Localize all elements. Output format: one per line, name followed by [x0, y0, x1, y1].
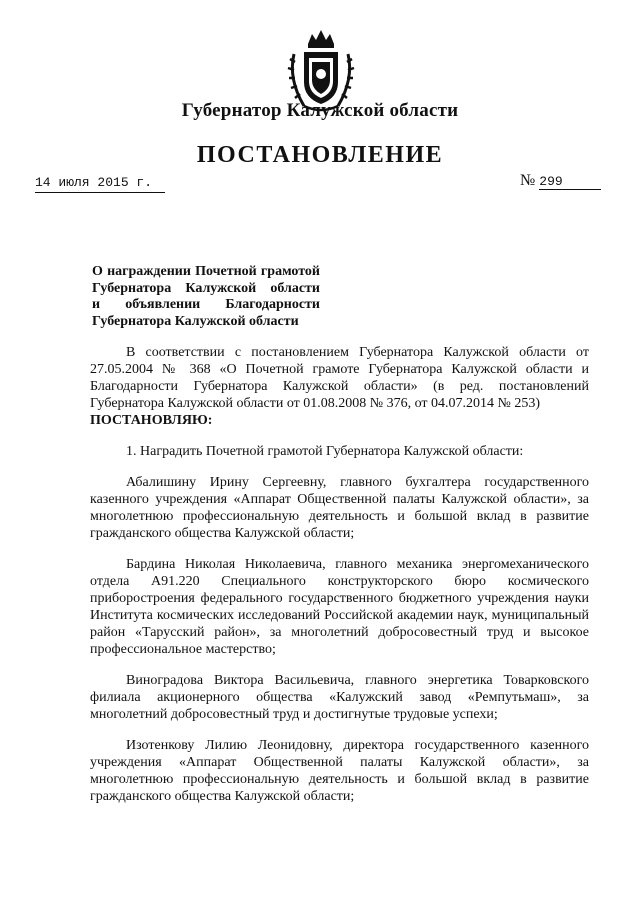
item-1-heading: 1. Наградить Почетной грамотой Губернатора Калужской области: — [126, 444, 524, 459]
document-type-title: ПОСТАНОВЛЕНИЕ — [196, 142, 444, 168]
document-date: 14 июля 2015 г. — [35, 175, 165, 193]
document-subject — [92, 264, 320, 330]
subject-line: Губернатора Калужской области — [92, 280, 320, 296]
issuing-authority: Губернатор Калужской области — [181, 100, 459, 121]
awardee-paragraph: Абалишину Ирину Сергеевну, главного бухгалтера государственного казенного учреждения «Аппарат Общественной палаты Калужской области», за многолетнюю профессиональную деятельность и большой вклад в развитие гражданского общества Калужской области; — [90, 475, 589, 541]
number-label: № — [520, 172, 536, 189]
decree-word: ПОСТАНОВЛЯЮ: — [90, 413, 213, 428]
awardee-paragraph: Бардина Николая Николаевича, главного механика энергомеханического отдела А91.220 Специального конструкторского бюро космического приборостроения федерального государственного бюджетного учреждения науки Института космических исследований Российской академии наук, муниципальный район «Тарусский район», за многолетний добросовестный труд и высокое профессиональное мастерство; — [90, 557, 589, 657]
document-body — [90, 344, 589, 805]
subject-line: и объявлении Благодарности — [92, 297, 320, 312]
document-number: 299 — [539, 174, 601, 190]
awardee-paragraph: Изотенкову Лилию Леонидовну, директора государственного казенного учреждения «Аппарат Общественной палаты Калужской области», за многолетнюю профессиональную деятельность и большой вклад в развитие гражданского общества Калужской области; — [90, 738, 589, 804]
subject-line: Губернатора Калужской области — [92, 313, 299, 329]
document-number-block — [520, 172, 601, 190]
awardee-paragraph: Виноградова Виктора Васильевича, главного энергетика Товарковского филиала акционерного общества «Калужский завод «Ремпутьмаш», за многолетний добросовестный труд и достигнутые трудовые успехи; — [90, 673, 589, 722]
subject-line: О награждении Почетной грамотой — [92, 264, 320, 279]
preamble-paragraph: В соответствии с постановлением Губернатора Калужской области от 27.05.2004 № 368 «О Почетной грамоте Губернатора Калужской области и Благодарности Губернатора Калужской области» (в ред. постановлений Губернатора Калужской области от 01.08.2008 № 376, от 04.07.2014 № 253) — [90, 345, 589, 411]
